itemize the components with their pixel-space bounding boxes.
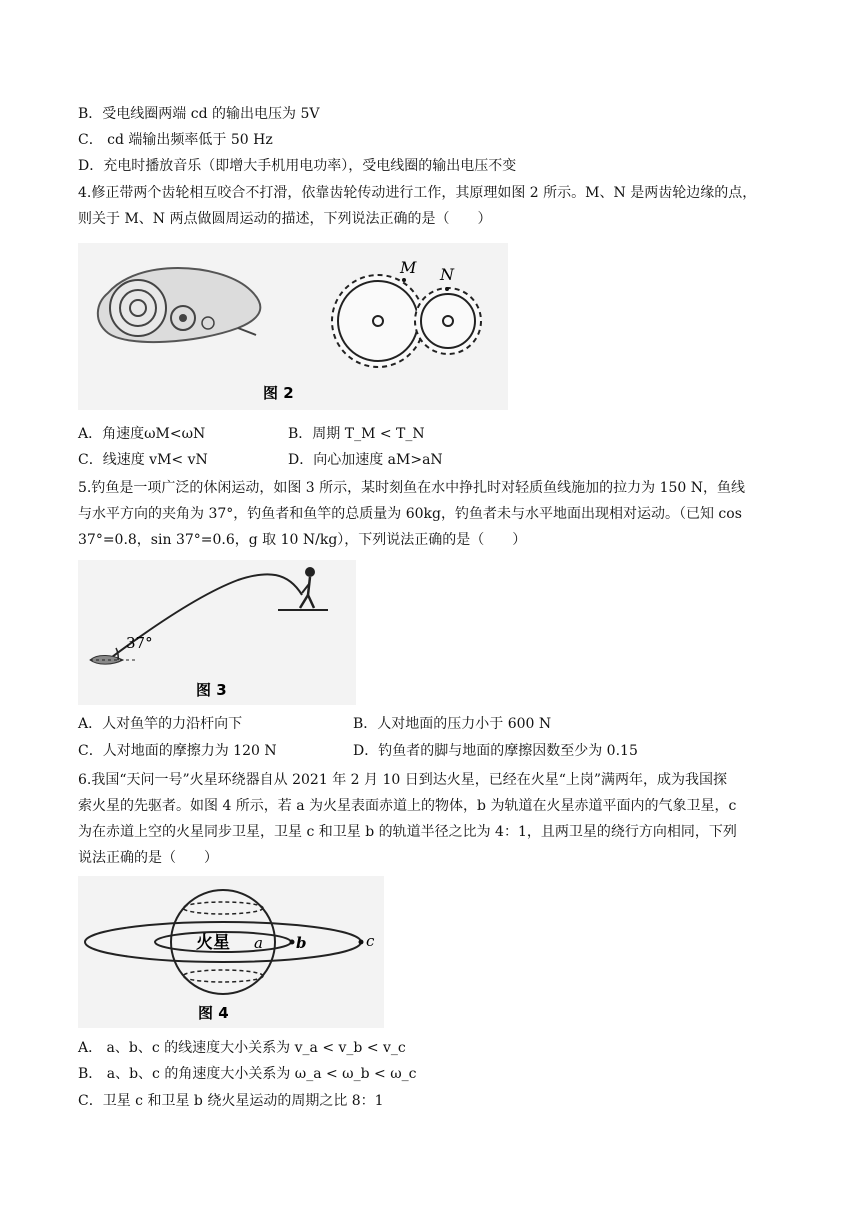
q5-option-a: A．人对鱼竿的力沿杆向下 bbox=[78, 716, 243, 732]
q3-option-d: D．充电时播放音乐（即增大手机用电功率），受电线圈的输出电压不变 bbox=[78, 158, 517, 174]
fisher-figure bbox=[300, 567, 315, 608]
q6-option-c: C．卫星 c 和卫星 b 绕火星运动的周期之比 8：1 bbox=[78, 1093, 384, 1109]
label-b: b bbox=[296, 934, 307, 952]
figure-4 bbox=[78, 876, 384, 1028]
q5-options-row1 bbox=[78, 714, 798, 734]
angle-label: 37° bbox=[126, 634, 153, 652]
q5-stem-line3: 37°=0.8，sin 37°=0.6，g 取 10 N/kg），下列说法正确的是（ ） bbox=[78, 532, 527, 548]
gear-n bbox=[415, 288, 481, 354]
q5-option-d: D．钓鱼者的脚与地面的摩擦因数至少为 0.15 bbox=[353, 743, 638, 759]
fishing-diagram bbox=[78, 560, 356, 705]
label-n: N bbox=[440, 265, 454, 284]
q4-options-row2 bbox=[78, 450, 778, 470]
q6-option-a: A． a、b、c 的线速度大小关系为 v_a < v_b < v_c bbox=[78, 1040, 406, 1056]
mars-orbit-diagram bbox=[78, 876, 384, 1028]
q5-option-b: B．人对地面的压力小于 600 N bbox=[353, 716, 552, 732]
q4-option-b: B．周期 T_M < T_N bbox=[288, 426, 425, 442]
q6-stem-line2: 索火星的先驱者。如图 4 所示，若 a 为火星表面赤道上的物体，b 为轨道在火星赤道平面内的气象卫星，c bbox=[78, 798, 737, 814]
q4-option-c: C．线速度 vM< vN bbox=[78, 452, 208, 468]
gear-m bbox=[332, 275, 424, 367]
q5-stem-line2: 与水平方向的夹角为 37°，钓鱼者和鱼竿的总质量为 60kg，钓鱼者未与水平地面出现相对运动。（已知 cos bbox=[78, 506, 742, 522]
q5-stem-line1: 5.钓鱼是一项广泛的休闲运动，如图 3 所示，某时刻鱼在水中挣扎时对轻质鱼线施加的拉力为 150 N，鱼线 bbox=[78, 480, 746, 496]
label-c: c bbox=[366, 932, 375, 950]
gear-diagram bbox=[78, 243, 508, 410]
q5-option-c: C．人对地面的摩擦力为 120 N bbox=[78, 743, 277, 759]
mars-label: 火星 bbox=[196, 933, 230, 953]
q6-stem-line3: 为在赤道上空的火星同步卫星，卫星 c 和卫星 b 的轨道半径之比为 4：1，且两卫星的绕行方向相同，下列 bbox=[78, 824, 737, 840]
figure-2 bbox=[78, 243, 508, 410]
q4-options-row1 bbox=[78, 424, 778, 444]
q3-option-c: C． cd 端输出频率低于 50 Hz bbox=[78, 132, 273, 148]
q4-option-a: A．角速度ωM<ωN bbox=[78, 426, 206, 442]
q5-options-row2 bbox=[78, 741, 798, 761]
q3-option-b: B．受电线圈两端 cd 的输出电压为 5V bbox=[78, 106, 320, 122]
q6-option-b: B． a、b、c 的角速度大小关系为 ω_a < ω_b < ω_c bbox=[78, 1066, 417, 1082]
figure-4-caption: 图 4 bbox=[198, 1004, 229, 1022]
label-a: a bbox=[254, 934, 263, 952]
q6-stem-line1: 6.我国“天问一号”火星环绕器自从 2021 年 2 月 10 日到达火星，已经在火星“上岗”满两年，成为我国探 bbox=[78, 772, 728, 788]
figure-3 bbox=[78, 560, 356, 705]
q4-option-d: D．向心加速度 aM>aN bbox=[288, 452, 443, 468]
q6-stem-line4: 说法正确的是（ ） bbox=[78, 850, 218, 866]
q4-stem-line2: 则关于 M、N 两点做圆周运动的描述，下列说法正确的是（ ） bbox=[78, 211, 492, 227]
q4-stem-line1: 4.修正带两个齿轮相互咬合不打滑，依靠齿轮传动进行工作，其原理如图 2 所示。M、N 是两齿轮边缘的点， bbox=[78, 185, 757, 201]
figure-3-caption: 图 3 bbox=[196, 681, 227, 699]
label-m: M bbox=[400, 258, 417, 277]
figure-2-caption: 图 2 bbox=[263, 384, 294, 402]
